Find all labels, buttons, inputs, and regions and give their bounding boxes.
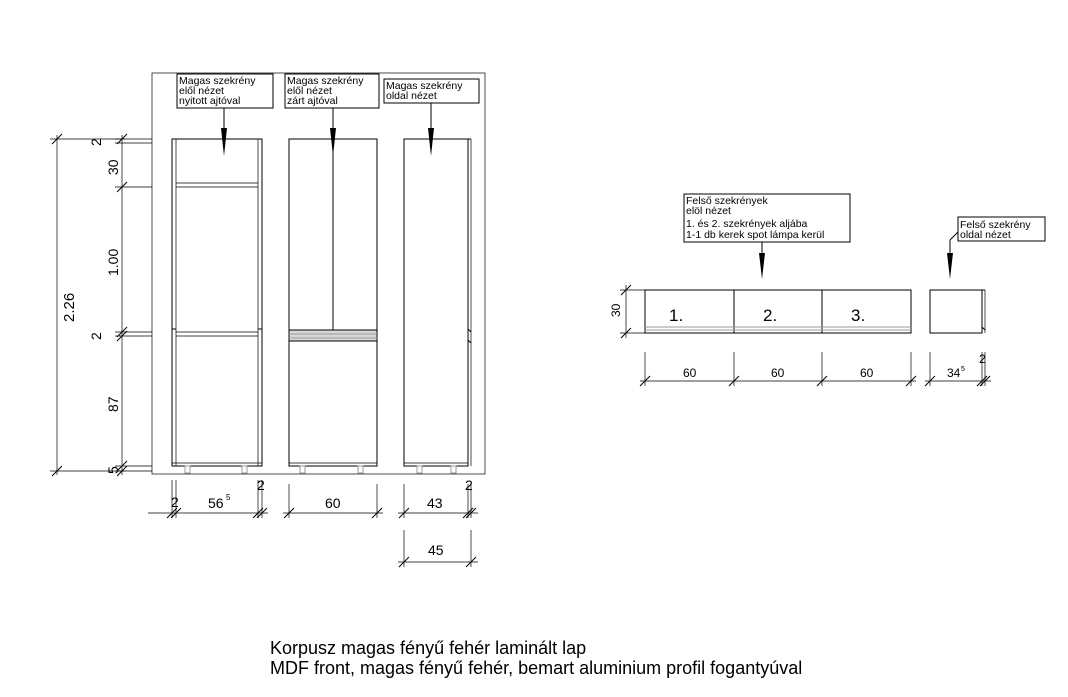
svg-text:nyitott ajtóval: nyitott ajtóval: [179, 95, 241, 107]
svg-text:elől nézet: elől nézet: [179, 85, 224, 97]
label-tall-side: [384, 79, 479, 156]
material-note-line2: MDF front, magas fényű fehér, bemart aluminium profil fogantyúval: [270, 658, 803, 678]
svg-text:elől nézet: elől nézet: [287, 85, 332, 97]
tall-cabinet-closed-view: [289, 139, 377, 473]
dimension-width-open: [148, 477, 268, 518]
arrow-icon: [428, 128, 434, 156]
arrow-icon: [330, 128, 336, 156]
svg-text:60: 60: [683, 366, 697, 380]
svg-text:1.00: 1.00: [105, 248, 121, 276]
svg-text:60: 60: [771, 366, 785, 380]
svg-text:5: 5: [226, 493, 231, 502]
svg-text:2: 2: [88, 138, 104, 146]
svg-text:60: 60: [325, 495, 341, 511]
dimension-upper-side: [925, 352, 991, 386]
dimension-upper-height: [609, 285, 645, 338]
label-upper-side: [947, 217, 1045, 279]
arrow-icon: [947, 253, 953, 279]
svg-text:60: 60: [860, 366, 874, 380]
svg-text:Felső szekrény: Felső szekrény: [960, 219, 1031, 231]
label-upper-front: [684, 194, 850, 279]
svg-text:5: 5: [105, 466, 121, 474]
tall-cabinet-open-view: [172, 139, 262, 473]
svg-text:1. és 2. szekrények aljába: 1. és 2. szekrények aljába: [686, 218, 808, 230]
svg-text:2: 2: [257, 477, 265, 493]
cabinet-number-3: 3.: [851, 306, 866, 325]
svg-text:Magas szekrény: Magas szekrény: [386, 80, 463, 92]
svg-text:2.26: 2.26: [61, 292, 78, 322]
tall-cabinet-side-view: [404, 139, 471, 473]
svg-text:1-1 db kerek spot lámpa kerül: 1-1 db kerek spot lámpa kerül: [686, 229, 825, 241]
svg-text:Felső szekrények: Felső szekrények: [686, 195, 768, 207]
svg-text:34: 34: [947, 366, 961, 380]
svg-text:30: 30: [609, 303, 623, 317]
svg-text:Magas szekrény: Magas szekrény: [287, 75, 364, 87]
dimension-chain-sections: [88, 134, 152, 476]
label-tall-closed: [285, 74, 379, 156]
svg-text:oldal nézet: oldal nézet: [960, 229, 1011, 241]
upper-cabinets-front-view: [645, 290, 911, 333]
dimension-width-closed: [283, 484, 383, 518]
arrow-icon: [221, 128, 227, 156]
svg-text:2: 2: [465, 477, 473, 493]
svg-text:2: 2: [171, 494, 179, 510]
svg-text:45: 45: [428, 542, 444, 558]
svg-text:2: 2: [88, 332, 104, 340]
svg-text:87: 87: [105, 396, 121, 412]
svg-text:zárt ajtóval: zárt ajtóval: [287, 95, 338, 107]
label-tall-open: [177, 74, 273, 156]
svg-text:elöl nézet: elöl nézet: [686, 205, 731, 217]
svg-text:5: 5: [961, 366, 965, 373]
cabinet-number-1: 1.: [669, 306, 684, 325]
dimension-total-height: [50, 134, 125, 476]
tall-views-frame: [152, 73, 485, 474]
arrow-icon: [759, 253, 765, 279]
svg-text:oldal nézet: oldal nézet: [386, 90, 437, 102]
svg-text:43: 43: [427, 495, 443, 511]
material-note-line1: Korpusz magas fényű fehér laminált lap: [270, 638, 587, 658]
svg-text:Magas szekrény: Magas szekrény: [179, 75, 256, 87]
cabinet-number-2: 2.: [763, 306, 778, 325]
svg-text:56: 56: [208, 495, 224, 511]
dimension-width-side: [398, 477, 478, 518]
svg-text:30: 30: [105, 159, 121, 175]
svg-text:2: 2: [979, 352, 986, 366]
upper-cabinet-side-view: [930, 290, 985, 333]
dimension-depth-side: [398, 530, 478, 567]
dimension-upper-widths: [640, 352, 916, 386]
